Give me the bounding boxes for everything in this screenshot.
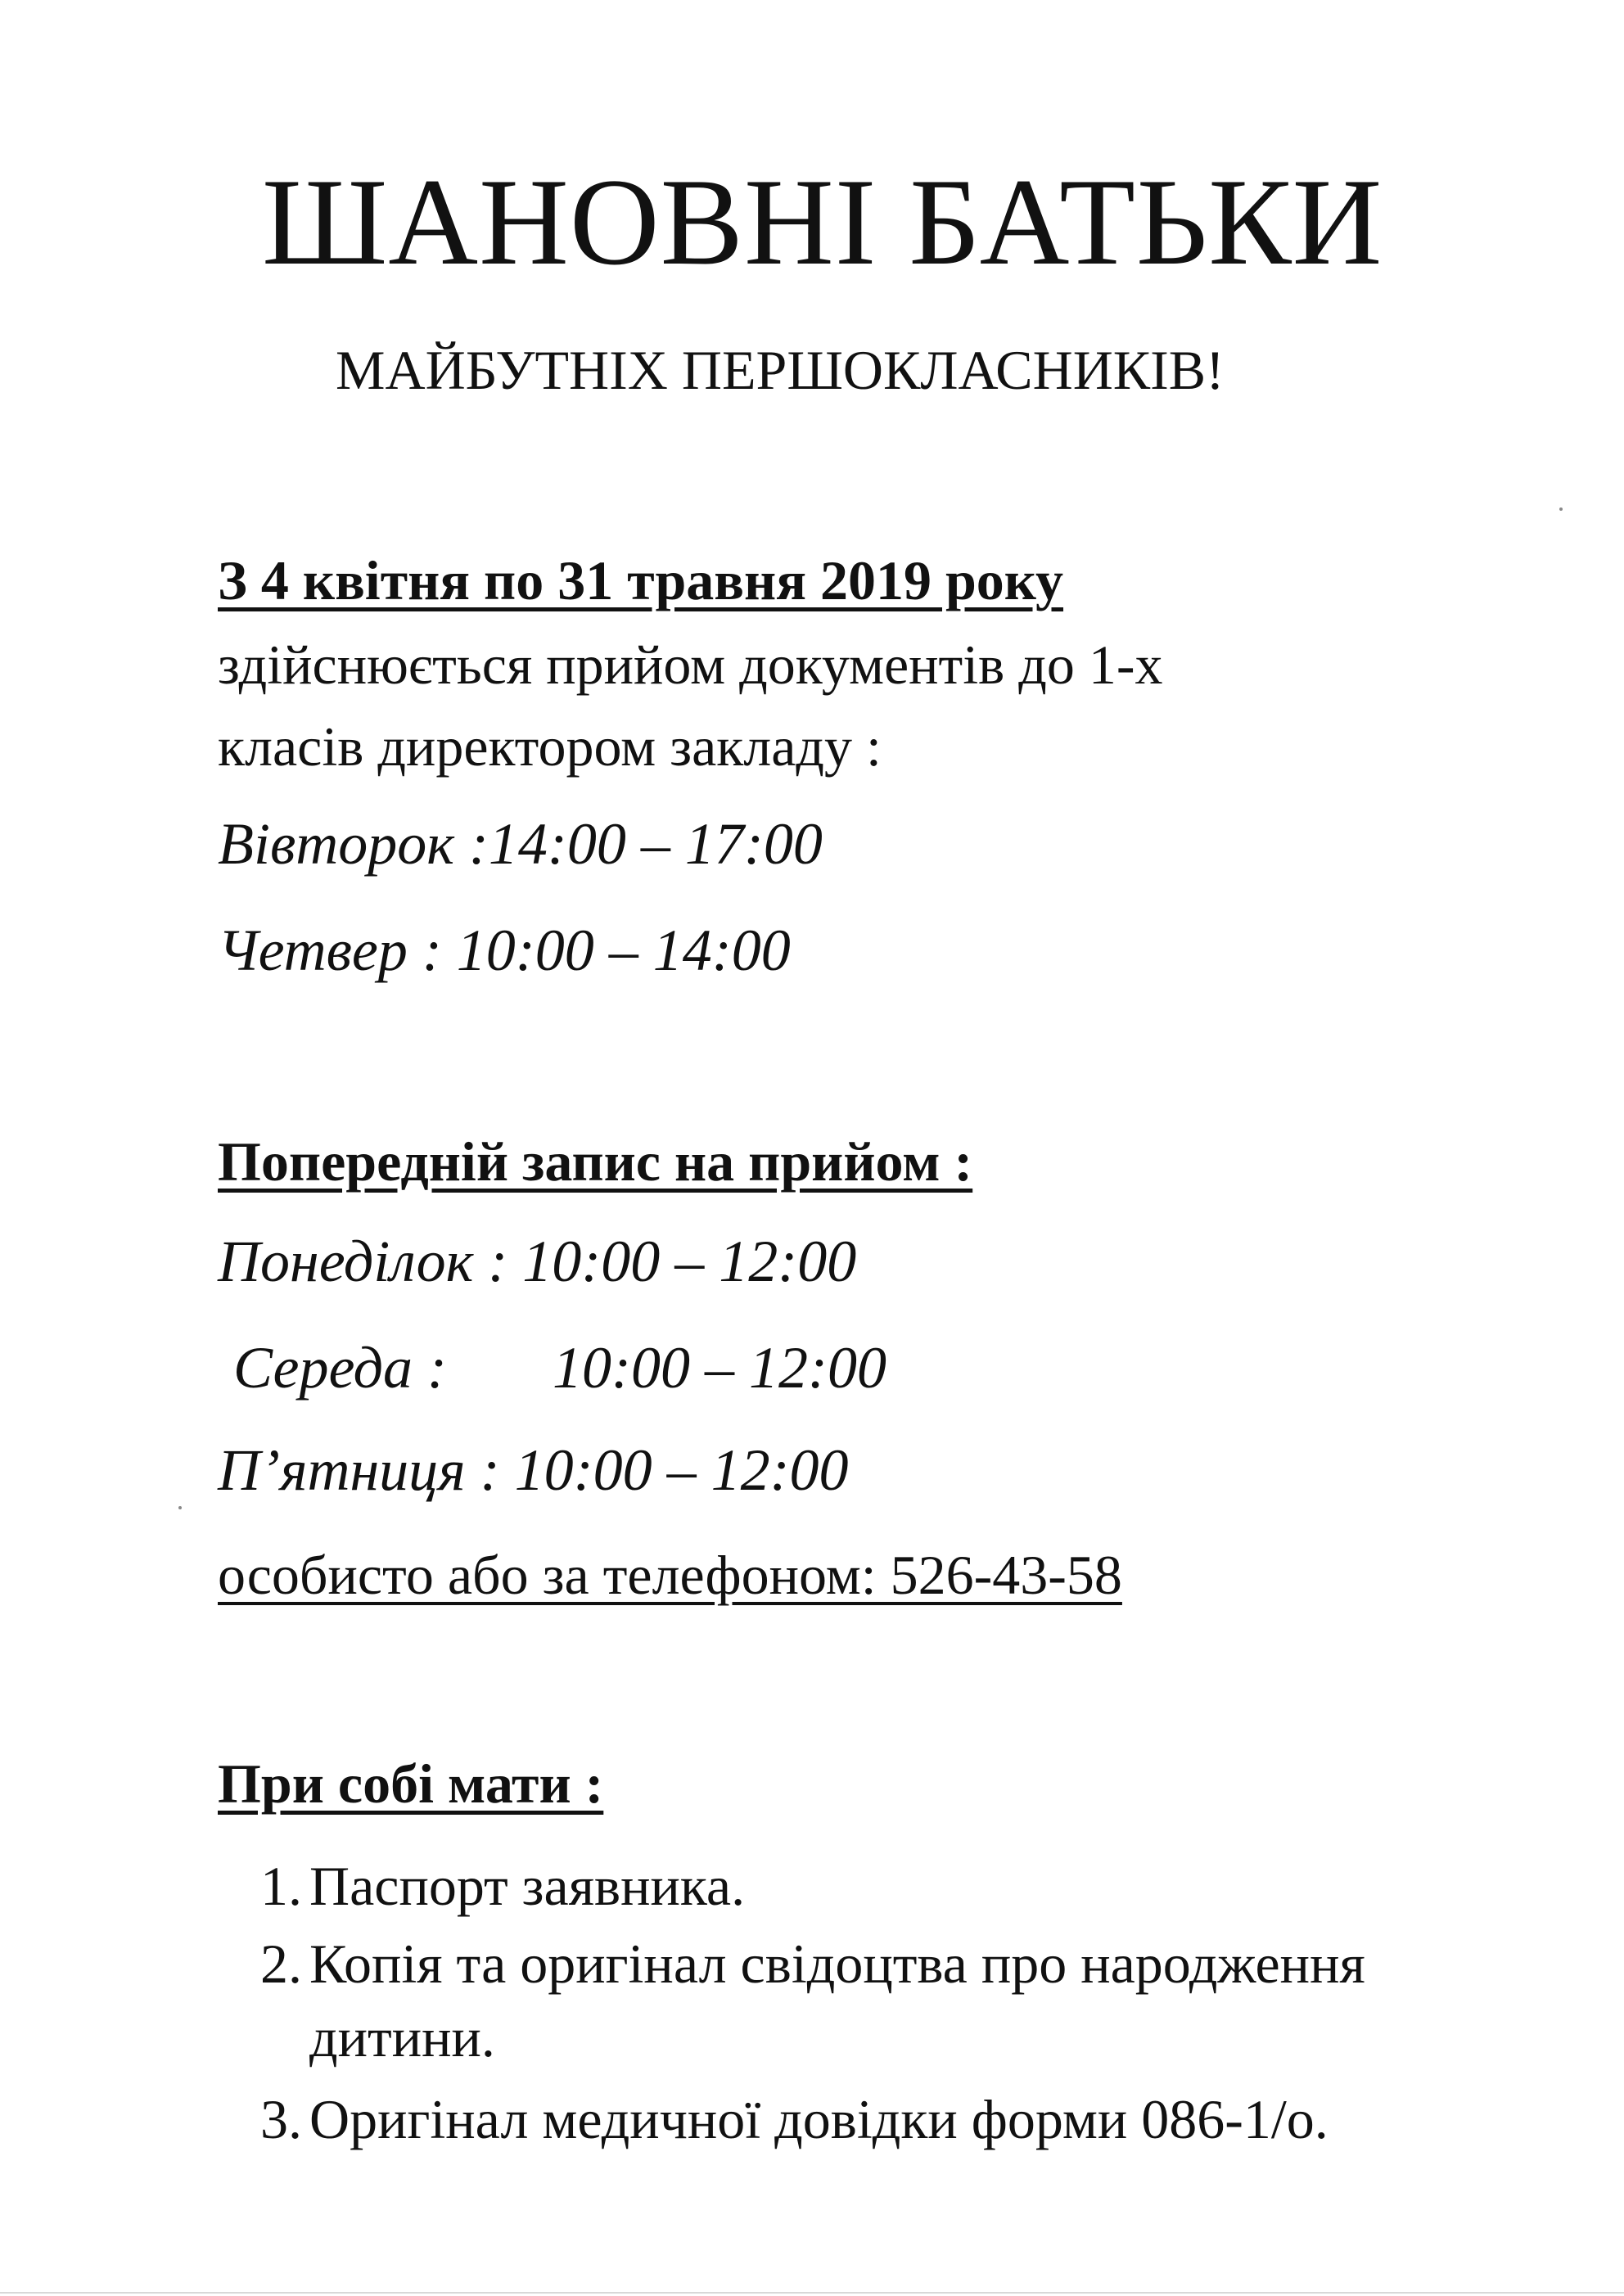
document-item-text: Паспорт заявника. — [309, 1855, 746, 1917]
contact-phone-line: особисто або за телефоном: 526-43-58 — [218, 1544, 1122, 1606]
document-item-1 — [260, 1855, 746, 1917]
documents-heading: При собі мати : — [218, 1752, 604, 1815]
schedule-wednesday-time: 10:00 – 12:00 — [553, 1335, 886, 1401]
schedule-thursday: Четвер : 10:00 – 14:00 — [218, 918, 791, 983]
pre-registration-heading: Попередній запис на прийом : — [218, 1130, 973, 1193]
scan-bottom-edge — [0, 2292, 1624, 2294]
document-item-number: 3. — [260, 2088, 302, 2150]
document-item-text: Оригінал медичної довідки форми 086-1/о. — [309, 2088, 1329, 2150]
schedule-wednesday-day: Середа : — [233, 1335, 448, 1401]
document-item-2 — [260, 1933, 1365, 1995]
page-title: ШАНОВНІ БАТЬКИ — [262, 153, 1383, 291]
schedule-monday: Понеділок : 10:00 – 12:00 — [218, 1229, 857, 1294]
date-range-heading: З 4 квітня по 31 травня 2019 року — [218, 549, 1064, 611]
schedule-tuesday: Вівторок :14:00 – 17:00 — [218, 811, 823, 877]
intake-text-line-2: класів директором закладу : — [218, 715, 882, 778]
document-item-2-continuation: дитини. — [309, 2006, 495, 2068]
document-item-text: Копія та оригінал свідоцтва про народження — [309, 1933, 1365, 1995]
schedule-friday: П’ятниця : 10:00 – 12:00 — [218, 1437, 849, 1503]
scan-speck — [1559, 507, 1563, 511]
intake-text-line-1: здійснюється прийом документів до 1-х — [218, 634, 1163, 696]
page-subtitle: МАЙБУТНІХ ПЕРШОКЛАСНИКІВ! — [336, 339, 1225, 401]
document-item-number: 1. — [260, 1855, 302, 1917]
document-item-3 — [260, 2088, 1329, 2150]
scan-speck — [178, 1506, 182, 1509]
document-item-number: 2. — [260, 1933, 302, 1995]
